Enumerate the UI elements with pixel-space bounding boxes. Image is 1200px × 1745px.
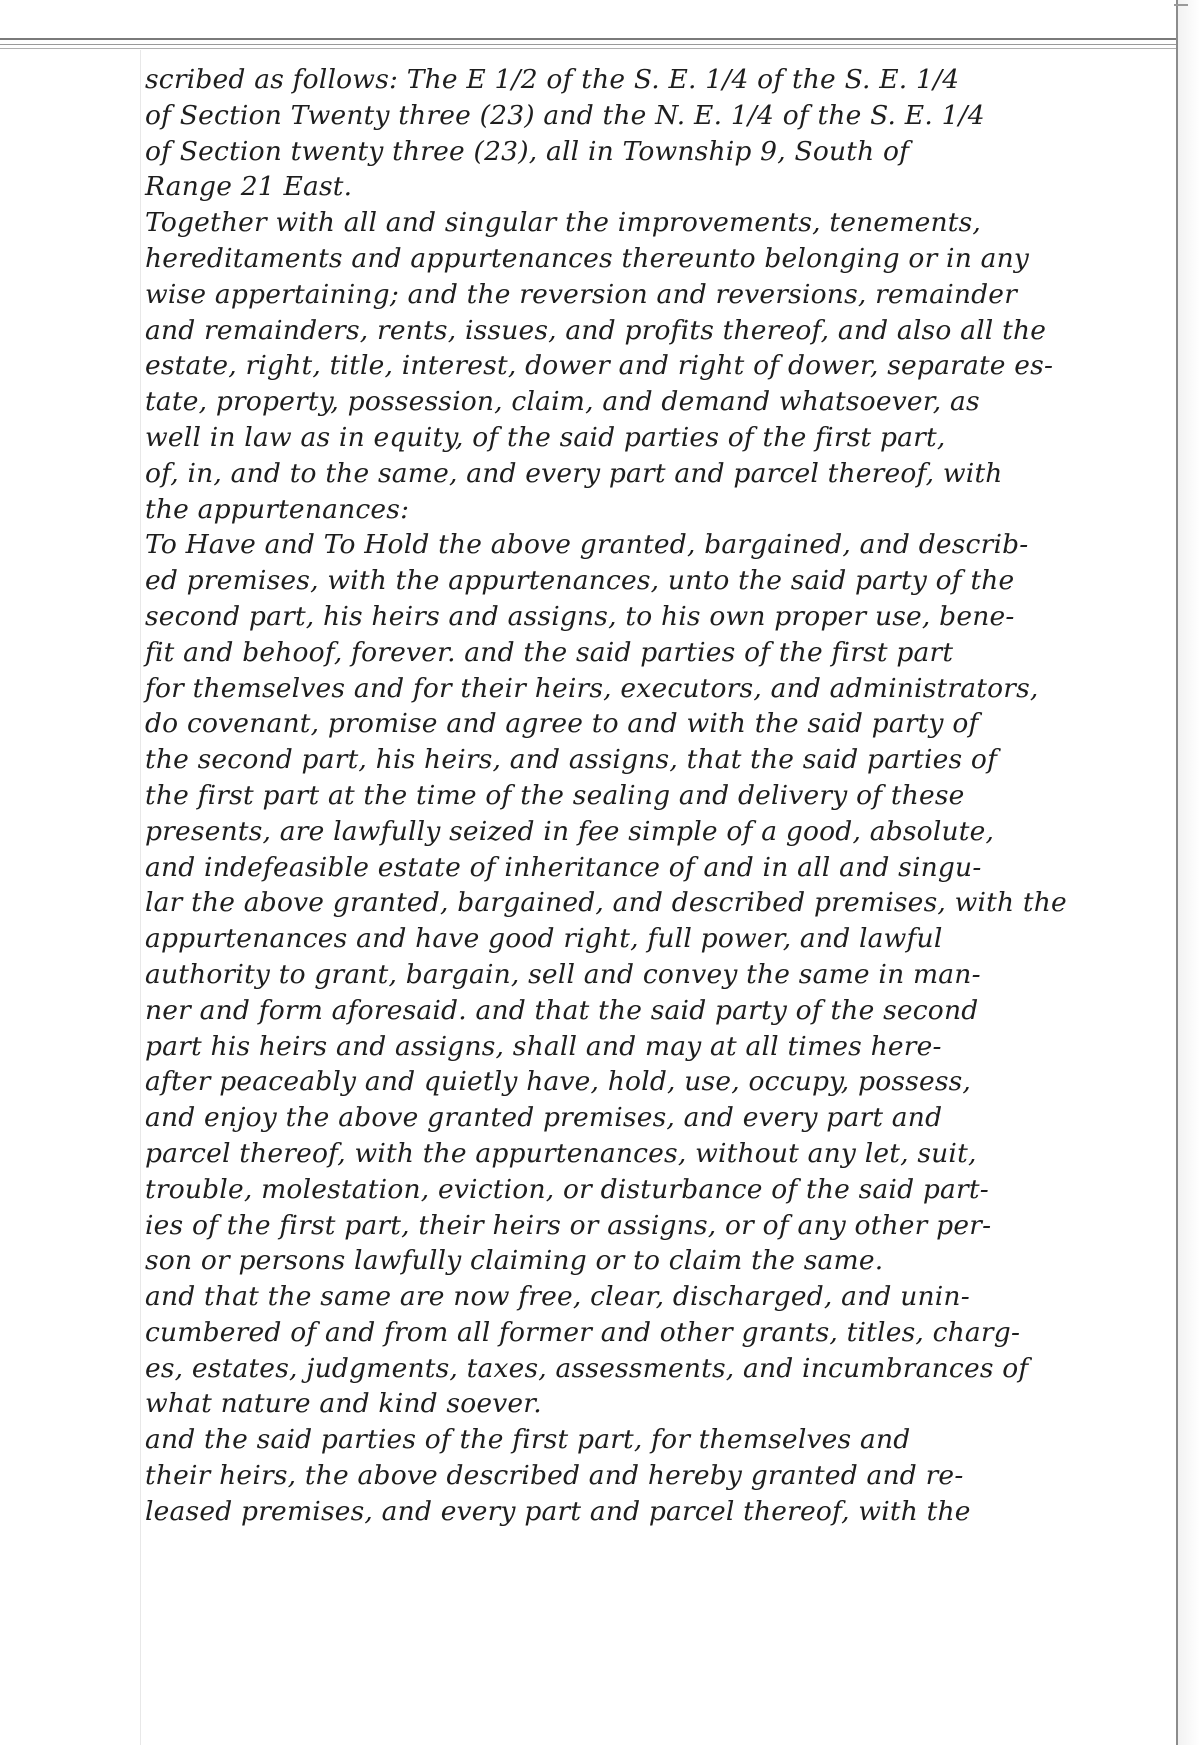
- text-line: leased premises, and every part and parcel thereof, with the: [145, 1495, 971, 1527]
- text-line: cumbered of and from all former and other grants, titles, charg-: [145, 1316, 1021, 1348]
- page-edge-shadow: [1178, 0, 1200, 1745]
- handwritten-deed-text: [145, 62, 1160, 1530]
- text-line: of Section twenty three (23), all in Township 9, South of: [145, 135, 910, 167]
- text-line: and remainders, rents, issues, and profits thereof, and also all the: [145, 314, 1047, 346]
- text-line: hereditaments and appurtenances thereunto belonging or in any: [145, 242, 1030, 274]
- text-line: ner and form aforesaid. and that the said party of the second: [145, 994, 979, 1026]
- text-line: estate, right, title, interest, dower and right of dower, separate es-: [145, 350, 1054, 382]
- text-line: To Have and To Hold the above granted, bargained, and describ-: [145, 529, 1029, 561]
- text-line: parcel thereof, with the appurtenances, without any let, suit,: [145, 1137, 977, 1169]
- text-line: after peaceably and quietly have, hold, use, occupy, possess,: [145, 1066, 972, 1098]
- text-line: their heirs, the above described and hereby granted and re-: [145, 1460, 964, 1492]
- text-line: well in law as in equity, of the said parties of the first part,: [145, 421, 946, 453]
- text-line: of, in, and to the same, and every part and parcel thereof, with: [145, 457, 1003, 489]
- text-line: and enjoy the above granted premises, and every part and: [145, 1102, 943, 1134]
- text-line: es, estates, judgments, taxes, assessments, and incumbrances of: [145, 1352, 1029, 1384]
- text-line: tate, property, possession, claim, and demand whatsoever, as: [145, 386, 980, 418]
- text-line: fit and behoof, forever. and the said parties of the first part: [145, 636, 954, 668]
- text-line: of Section Twenty three (23) and the N. E. 1/4 of the S. E. 1/4: [145, 99, 985, 131]
- text-line: scribed as follows: The E 1/2 of the S. E. 1/4 of the S. E. 1/4: [145, 64, 960, 95]
- text-line: appurtenances and have good right, full power, and lawful: [145, 923, 943, 955]
- text-line: the appurtenances:: [145, 493, 410, 525]
- header-rule-bottom: [0, 48, 1200, 49]
- text-line: wise appertaining; and the reversion and reversions, remainder: [145, 278, 1018, 310]
- text-line: son or persons lawfully claiming or to claim the same.: [145, 1245, 884, 1277]
- text-line: and that the same are now free, clear, discharged, and unin-: [145, 1281, 970, 1313]
- left-margin-line: [140, 50, 141, 1745]
- header-rule-middle: [0, 44, 1200, 45]
- text-line: part his heirs and assigns, shall and may at all times here-: [145, 1030, 942, 1062]
- text-line: ies of the first part, their heirs or assigns, or of any other per-: [145, 1209, 992, 1241]
- text-line: second part, his heirs and assigns, to his own proper use, bene-: [145, 600, 1015, 632]
- text-line: presents, are lawfully seized in fee simple of a good, absolute,: [145, 815, 995, 847]
- text-line: do covenant, promise and agree to and with the said party of: [145, 708, 979, 740]
- text-line: Together with all and singular the improvements, tenements,: [145, 207, 982, 239]
- text-line: what nature and kind soever.: [145, 1388, 542, 1420]
- header-rule-top: [0, 38, 1200, 40]
- text-line: for themselves and for their heirs, executors, and administrators,: [145, 672, 1039, 704]
- text-line: Range 21 East.: [145, 171, 353, 203]
- text-line: the first part at the time of the sealing and delivery of these: [145, 779, 965, 811]
- text-line: lar the above granted, bargained, and described premises, with the: [145, 887, 1067, 919]
- text-line: and indefeasible estate of inheritance of and in all and singu-: [145, 851, 982, 883]
- text-line: and the said parties of the first part, for themselves and: [145, 1424, 911, 1456]
- text-line: ed premises, with the appurtenances, unto the said party of the: [145, 565, 1015, 597]
- text-line: trouble, molestation, eviction, or disturbance of the said part-: [145, 1173, 989, 1205]
- text-line: the second part, his heirs, and assigns, that the said parties of: [145, 744, 998, 776]
- text-line: authority to grant, bargain, sell and convey the same in man-: [145, 958, 981, 990]
- page-right-edge: [1176, 0, 1178, 1745]
- page-corner-mark: [1174, 4, 1188, 14]
